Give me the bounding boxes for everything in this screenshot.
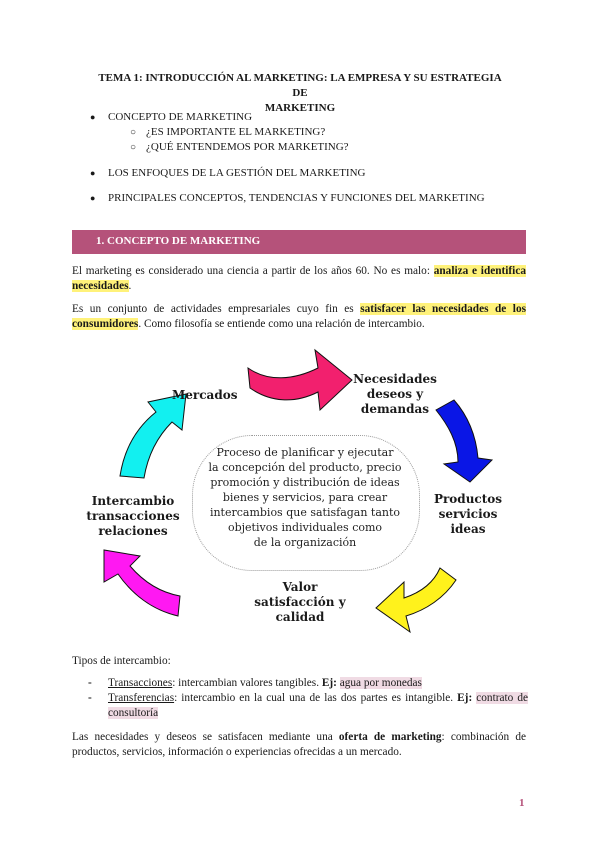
magenta-arrow — [104, 550, 180, 616]
toc-subitem-label: ¿QUÉ ENTENDEMOS POR MARKETING? — [146, 141, 349, 153]
term-transacciones: Transacciones — [108, 677, 173, 689]
section-heading-bar — [72, 230, 526, 254]
section-heading: 1. CONCEPTO DE MARKETING — [96, 235, 261, 247]
bold-term: oferta de marketing — [338, 731, 442, 743]
example-label: Ej: — [321, 677, 337, 689]
list-item-transferencias — [88, 691, 528, 721]
label-line: Necesidades — [353, 372, 437, 386]
highlighted-text: analiza e identifica necesidades — [72, 265, 526, 292]
types-heading: Tipos de intercambio: — [72, 655, 171, 667]
paragraph-text: Las necesidades y deseos se satisfacen mediante una — [72, 731, 339, 743]
circle-bullet-icon: ○ — [130, 127, 137, 138]
yellow-arrow — [376, 568, 456, 632]
bullet-icon: ● — [90, 193, 96, 203]
definition-line: la concepción del producto, precio — [208, 461, 402, 474]
definition-line: de la organización — [253, 536, 357, 549]
label-intercambio — [78, 494, 188, 539]
label-line: demandas — [360, 402, 430, 416]
dash-bullet: - — [88, 692, 92, 704]
label-line: servicios — [438, 507, 498, 521]
paragraph-text: Es un conjunto de actividades empresariales cuyo fin es — [72, 303, 361, 315]
marketing-cycle-diagram — [0, 340, 600, 640]
paragraph-end: . — [128, 280, 132, 292]
label-line: Mercados — [172, 388, 238, 402]
term-description: : intercambian valores tangibles. — [172, 677, 322, 689]
pink-arrow — [248, 350, 352, 410]
label-line: transacciones — [86, 509, 180, 523]
paragraph-conjunto — [72, 302, 526, 332]
bullet-icon: ● — [90, 112, 96, 122]
toc-item-label: LOS ENFOQUES DE LA GESTIÓN DEL MARKETING — [108, 167, 366, 179]
toc-item-label: CONCEPTO DE MARKETING — [108, 111, 253, 123]
label-line: Productos — [433, 492, 503, 506]
example-label: Ej: — [457, 692, 473, 704]
label-line: Valor — [282, 580, 318, 594]
toc-subitem-label: ¿ES IMPORTANTE EL MARKETING? — [146, 126, 326, 138]
definition-line: intercambios que satisfagan tanto — [209, 506, 401, 519]
page-number: 1 — [519, 797, 525, 809]
example-value: agua por monedas — [339, 677, 422, 689]
paragraph-ciencia — [72, 264, 526, 294]
term-description: : intercambio en la cual una de las dos partes es intangible. — [174, 692, 458, 704]
label-necesidades — [345, 372, 445, 417]
list-item-transacciones — [88, 676, 528, 691]
dash-bullet: - — [88, 677, 92, 689]
paragraph-end: : combinación de productos, servicios, información o experiencias ofrecidas a un mercado. — [72, 731, 526, 758]
paragraph-end: . Como filosofía se entiende como una relación de intercambio. — [138, 318, 425, 330]
definition-line: promoción y distribución de ideas — [210, 476, 400, 489]
toc-item-label: PRINCIPALES CONCEPTOS, TENDENCIAS Y FUNCIONES DEL MARKETING — [108, 192, 485, 204]
label-line: calidad — [275, 610, 325, 624]
circle-bullet-icon: ○ — [130, 142, 137, 153]
label-productos — [418, 492, 518, 537]
label-line: relaciones — [98, 524, 168, 538]
center-definition — [205, 445, 405, 550]
cyan-arrow — [120, 394, 186, 478]
label-line: ideas — [450, 522, 486, 536]
paragraph-oferta — [72, 730, 526, 760]
title-line-1: TEMA 1: INTRODUCCIÓN AL MARKETING: LA EMPRESA Y SU ESTRATEGIA DE — [98, 72, 502, 99]
definition-line: objetivos individuales como — [227, 521, 383, 534]
title-line-2: MARKETING — [264, 102, 336, 114]
label-mercados — [172, 388, 237, 403]
highlighted-text: satisfacer las necesidades de los consumidores — [72, 303, 526, 330]
label-line: deseos y — [366, 387, 424, 401]
definition-line: Proceso de planificar y ejecutar — [216, 446, 394, 459]
definition-line: bienes y servicios, para crear — [222, 491, 388, 504]
paragraph-text: El marketing es considerado una ciencia a partir de los años 60. No es malo: — [72, 265, 434, 277]
label-line: satisfacción y — [254, 595, 346, 609]
example-value: contrato de consultoría — [108, 692, 529, 719]
bullet-icon: ● — [90, 168, 96, 178]
term-transferencias: Transferencias — [108, 692, 175, 704]
label-line: Intercambio — [91, 494, 175, 508]
label-valor — [240, 580, 360, 625]
